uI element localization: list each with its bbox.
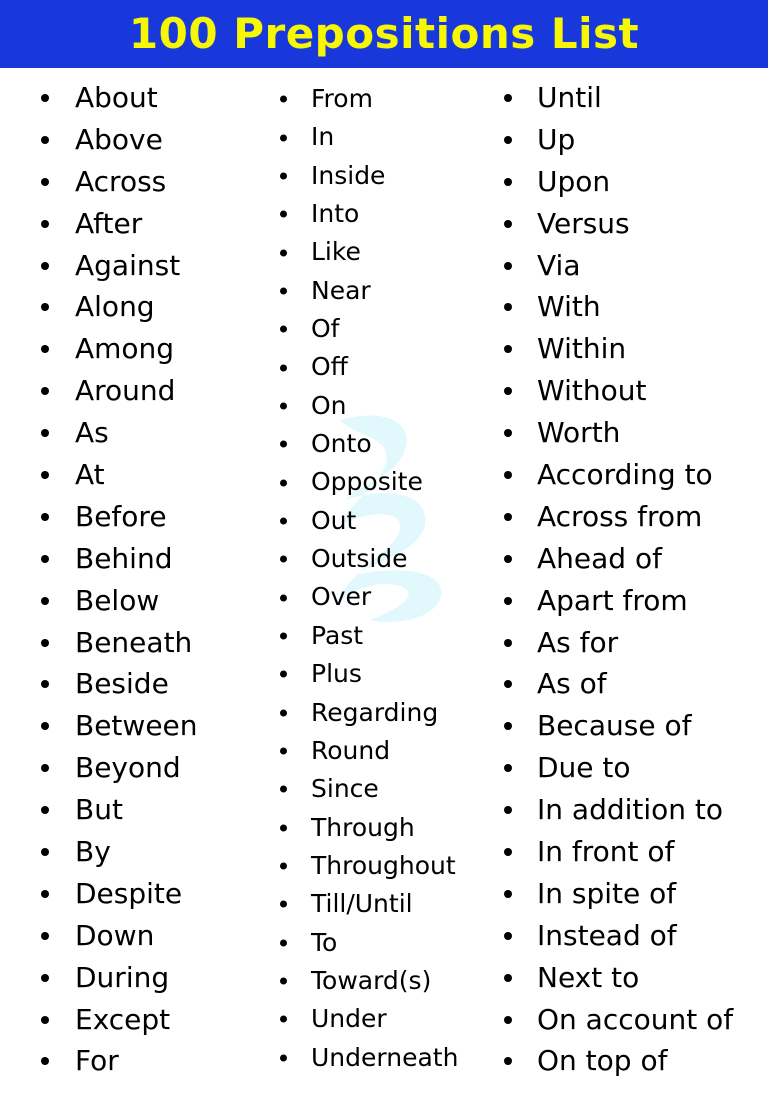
preposition-text: Of — [311, 314, 340, 344]
list-item — [0, 454, 733, 496]
list-item — [0, 957, 733, 999]
list-item — [0, 747, 733, 789]
preposition-text: Between — [75, 709, 198, 743]
preposition-text: Plus — [311, 659, 362, 689]
list-item — [0, 705, 733, 747]
preposition-text: In — [311, 122, 335, 152]
preposition-text: Under — [311, 1004, 387, 1034]
bullet-icon — [504, 262, 512, 270]
preposition-text: Out — [311, 505, 357, 535]
bullet-icon — [504, 429, 512, 437]
list-item — [0, 622, 733, 664]
bullet-icon — [504, 513, 512, 521]
list-item — [0, 245, 733, 287]
preposition-text: In spite of — [537, 876, 677, 910]
preposition-text: Onto — [311, 429, 372, 459]
preposition-text: Until — [537, 81, 602, 114]
list-item — [0, 286, 733, 328]
preposition-text: Beneath — [75, 625, 193, 659]
preposition-text: During — [75, 960, 170, 994]
preposition-text: Next to — [537, 960, 640, 994]
preposition-text: Off — [311, 352, 348, 382]
list-item — [0, 328, 733, 370]
preposition-text: Round — [311, 735, 391, 765]
preposition-text: Beyond — [75, 751, 181, 785]
preposition-text: Across from — [537, 499, 703, 533]
preposition-text: On account of — [537, 1002, 734, 1036]
list-item — [0, 915, 733, 957]
bullet-icon — [504, 1016, 512, 1024]
preposition-text: Regarding — [311, 697, 439, 727]
list-item — [0, 1040, 733, 1082]
preposition-text: Inside — [311, 160, 386, 190]
preposition-text: Underneath — [311, 1042, 459, 1072]
preposition-text: Outside — [311, 544, 408, 574]
preposition-text: Past — [311, 620, 364, 650]
bullet-icon — [504, 639, 512, 647]
preposition-text: Via — [537, 248, 581, 282]
preposition-text: Worth — [537, 416, 621, 450]
bullet-icon — [504, 136, 512, 144]
list-item — [0, 496, 733, 538]
preposition-text: On top of — [537, 1044, 668, 1078]
list-item — [0, 999, 733, 1041]
preposition-text: About — [75, 81, 158, 114]
list-item — [0, 119, 733, 161]
bullet-icon — [504, 680, 512, 688]
bullet-icon — [504, 1057, 512, 1065]
bullet-icon — [504, 764, 512, 772]
preposition-text: As — [75, 416, 109, 450]
preposition-text: As of — [537, 667, 607, 701]
bullet-icon — [504, 345, 512, 353]
preposition-text: At — [75, 458, 105, 492]
preposition-text: Below — [75, 583, 160, 617]
preposition-text: As for — [537, 625, 619, 659]
bullet-icon — [504, 932, 512, 940]
preposition-text: Despite — [75, 876, 183, 910]
preposition-text: Ahead of — [537, 541, 662, 575]
bullet-icon — [504, 806, 512, 814]
preposition-text: Behind — [75, 541, 173, 575]
preposition-text: Apart from — [537, 583, 688, 617]
preposition-text: Around — [75, 374, 176, 408]
preposition-text: Due to — [537, 751, 631, 785]
list-item — [0, 789, 733, 831]
list-item — [0, 203, 733, 245]
preposition-text: Near — [311, 275, 371, 305]
preposition-text: On — [311, 390, 347, 420]
bullet-icon — [504, 94, 512, 102]
preposition-text: Toward(s) — [311, 965, 432, 995]
preposition-text: Within — [537, 332, 627, 366]
bullet-icon — [504, 974, 512, 982]
preposition-text: Opposite — [311, 467, 423, 497]
list-item — [0, 580, 733, 622]
preposition-text: According to — [537, 458, 713, 492]
bullet-icon — [504, 220, 512, 228]
list-item — [0, 873, 733, 915]
preposition-column-3 — [0, 77, 733, 1082]
list-item — [0, 412, 733, 454]
list-item — [0, 77, 733, 119]
preposition-text: Since — [311, 774, 379, 804]
preposition-text: Without — [537, 374, 647, 408]
list-item — [0, 370, 733, 412]
preposition-text: Down — [75, 918, 155, 952]
preposition-text: Like — [311, 237, 361, 267]
preposition-text: In front of — [537, 835, 675, 869]
preposition-text: Across — [75, 164, 167, 198]
preposition-text: From — [311, 84, 373, 113]
preposition-text: Because of — [537, 709, 692, 743]
list-item — [0, 663, 733, 705]
preposition-text: In addition to — [537, 793, 724, 827]
preposition-text: By — [75, 835, 111, 869]
preposition-text: Among — [75, 332, 175, 366]
bullet-icon — [504, 387, 512, 395]
preposition-text: To — [311, 927, 338, 957]
bullet-icon — [504, 890, 512, 898]
preposition-text: Till/Until — [311, 889, 413, 919]
preposition-text: Except — [75, 1002, 171, 1036]
page-title: 100 Prepositions List — [128, 9, 640, 58]
preposition-text: With — [537, 290, 601, 324]
preposition-text: Against — [75, 248, 181, 282]
preposition-text: Upon — [537, 164, 611, 198]
bullet-icon — [504, 597, 512, 605]
preposition-text: Beside — [75, 667, 169, 701]
bullet-icon — [504, 471, 512, 479]
preposition-text: Before — [75, 499, 167, 533]
bullet-icon — [504, 722, 512, 730]
preposition-text: Over — [311, 582, 372, 612]
preposition-text: But — [75, 793, 123, 827]
preposition-text: Through — [311, 812, 415, 842]
list-item — [0, 831, 733, 873]
bullet-icon — [504, 178, 512, 186]
list-item — [0, 161, 733, 203]
preposition-text: Into — [311, 199, 360, 229]
preposition-text: For — [75, 1044, 119, 1078]
bullet-icon — [504, 848, 512, 856]
preposition-text: Throughout — [311, 850, 456, 880]
preposition-text: Along — [75, 290, 155, 324]
preposition-text: Versus — [537, 206, 630, 240]
preposition-text: Above — [75, 122, 163, 156]
title-banner — [0, 0, 768, 68]
bullet-icon — [504, 303, 512, 311]
bullet-icon — [504, 555, 512, 563]
preposition-text: After — [75, 206, 143, 240]
preposition-text: Up — [537, 122, 576, 156]
list-item — [0, 538, 733, 580]
preposition-text: Instead of — [537, 918, 677, 952]
